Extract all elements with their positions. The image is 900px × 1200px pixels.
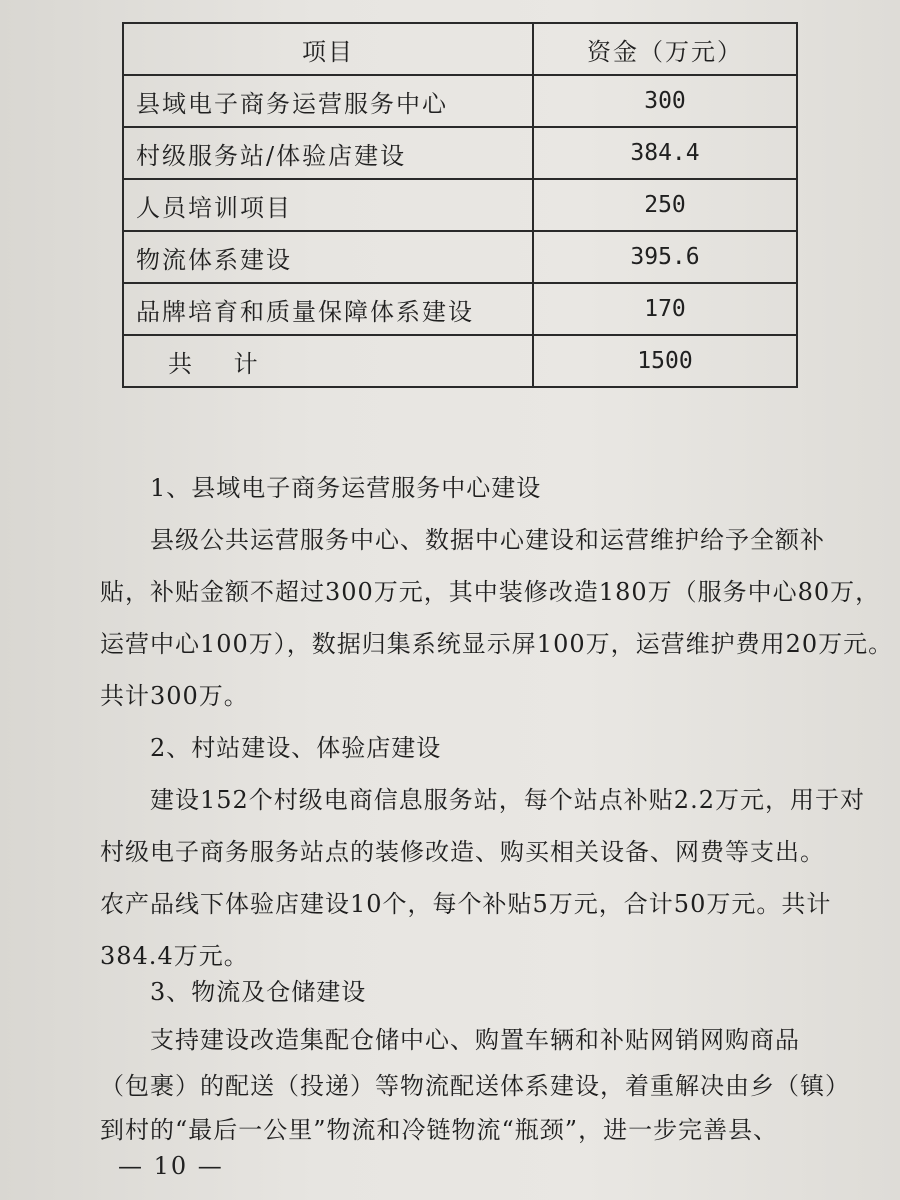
header-amount: 资金（万元） [533, 23, 797, 75]
table-row [123, 179, 797, 231]
table-row [123, 127, 797, 179]
row-amount: 250 [533, 179, 797, 231]
paragraph-line: 建设152个村级电商信息服务站，每个站点补贴2.2万元，用于对 [150, 786, 865, 814]
paragraph-line: 村级电子商务服务站点的装修改造、购买相关设备、网费等支出。 [100, 838, 825, 866]
paragraph-line: 运营中心100万），数据归集系统显示屏100万，运营维护费用20万元。 [100, 630, 894, 658]
page-number: — 10 — [118, 1152, 224, 1180]
section-heading: 3、物流及仓储建设 [150, 978, 367, 1006]
header-item: 项目 [123, 23, 533, 75]
paragraph-line: 到村的“最后一公里”物流和冷链物流“瓶颈”，进一步完善县、 [100, 1116, 779, 1144]
row-amount: 395.6 [533, 231, 797, 283]
table-row [123, 283, 797, 335]
paragraph-line: 县级公共运营服务中心、数据中心建设和运营维护给予全额补 [150, 526, 825, 554]
row-amount: 300 [533, 75, 797, 127]
table-header-row [123, 23, 797, 75]
row-item: 品牌培育和质量保障体系建设 [123, 283, 533, 335]
paragraph-line: 共计300万。 [100, 682, 249, 710]
section-heading: 2、村站建设、体验店建设 [150, 734, 442, 762]
paragraph-line: 农产品线下体验店建设10个，每个补贴5万元，合计50万元。共计 [100, 890, 832, 918]
paragraph-line: 贴，补贴金额不超过300万元，其中装修改造180万（服务中心80万， [100, 578, 881, 606]
section-heading: 1、县域电子商务运营服务中心建设 [150, 474, 542, 502]
row-amount: 384.4 [533, 127, 797, 179]
row-item: 县域电子商务运营服务中心 [123, 75, 533, 127]
row-item: 村级服务站/体验店建设 [123, 127, 533, 179]
paragraph-line: 384.4万元。 [100, 942, 249, 970]
row-item: 人员培训项目 [123, 179, 533, 231]
funding-table [122, 22, 798, 388]
row-item: 物流体系建设 [123, 231, 533, 283]
paragraph-line: （包裹）的配送（投递）等物流配送体系建设，着重解决由乡（镇） [100, 1072, 850, 1100]
paragraph-line: 支持建设改造集配仓储中心、购置车辆和补贴网销网购商品 [150, 1026, 800, 1054]
row-amount: 170 [533, 283, 797, 335]
table-row [123, 231, 797, 283]
total-label: 共 计 [123, 335, 533, 387]
table-total-row [123, 335, 797, 387]
total-amount: 1500 [533, 335, 797, 387]
table-row [123, 75, 797, 127]
